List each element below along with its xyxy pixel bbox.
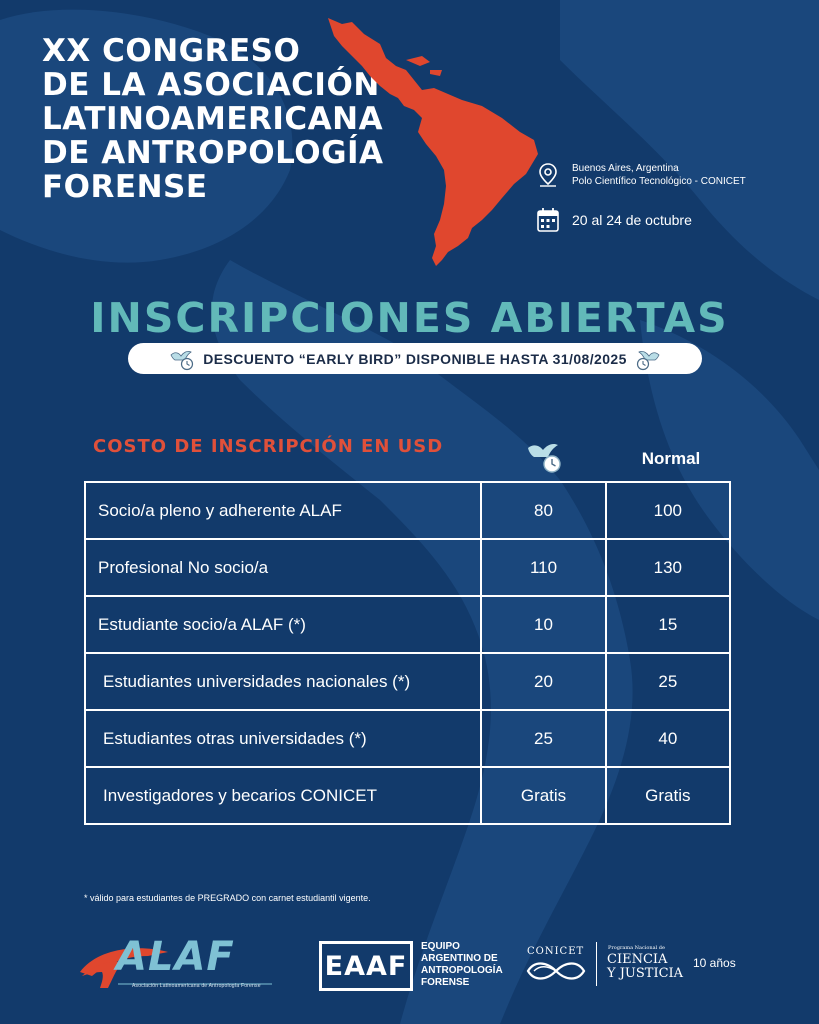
eaaf-full-name [421,941,503,989]
fees-table [84,481,731,825]
fee-early-bird: 25 [481,710,605,767]
fee-early-bird: 10 [481,596,605,653]
fee-early-bird: Gratis [481,767,605,824]
title-line-1: XX CONGRESO [42,33,301,69]
program-line-2: Y JUSTICIA [607,966,684,981]
anniversary-label: 10 años [693,956,736,970]
table-row [85,482,730,539]
program-line-1: CIENCIA [607,952,668,967]
program-label: Programa Nacional de [608,945,665,951]
location-venue: Polo Científico Tecnológico - CONICET [572,176,746,187]
eaaf-logo [319,941,413,991]
alaf-full-name: Asociación Latinoamericana de Antropología Forense [132,983,261,989]
table-row [85,767,730,824]
location-info [536,162,746,188]
logo-divider [596,942,597,986]
fee-normal: 100 [606,482,730,539]
student-footnote: * válido para estudiantes de PREGRADO con carnet estudiantil vigente. [84,893,371,903]
fee-category: Socio/a pleno y adherente ALAF [85,482,481,539]
fee-category: Estudiante socio/a ALAF (*) [85,596,481,653]
date-info [536,207,692,233]
fee-normal: 15 [606,596,730,653]
fee-normal: 25 [606,653,730,710]
early-bird-banner [128,343,702,374]
title-line-3: LATINOAMERICANA [42,101,384,137]
latin-america-map [322,14,544,266]
normal-column-header: Normal [641,449,701,468]
location-city: Buenos Aires, Argentina [572,163,679,174]
alaf-logo: ALAF [116,934,235,980]
fee-early-bird: 80 [481,482,605,539]
title-line-5: FORENSE [42,169,208,205]
fee-category: Estudiantes otras universidades (*) [85,710,481,767]
fee-category: Profesional No socio/a [85,539,481,596]
title-line-2: DE LA ASOCIACIÓN [42,67,380,103]
early-bird-clock-icon [635,347,661,371]
table-row [85,653,730,710]
fee-category: Investigadores y becarios CONICET [85,767,481,824]
fee-early-bird: 20 [481,653,605,710]
table-row [85,596,730,653]
fee-normal: 40 [606,710,730,767]
ciencia-justicia-logo [607,953,683,981]
event-dates: 20 al 24 de octubre [572,212,692,228]
eaaf-line-4: FORENSE [421,977,470,988]
eaaf-line-1: EQUIPO [421,941,460,952]
early-bird-text: DESCUENTO “EARLY BIRD” DISPONIBLE HASTA 31/08/2025 [203,350,627,367]
location-pin-icon [536,162,560,188]
registration-headline: INSCRIPCIONES ABIERTAS [90,294,729,342]
table-row [85,710,730,767]
fee-category: Estudiantes universidades nacionales (*) [85,653,481,710]
conicet-symbol-icon [524,958,588,984]
eaaf-logo-text: EAAF [324,950,408,982]
early-bird-clock-icon [169,347,195,371]
eaaf-line-3: ANTROPOLOGÍA [421,965,503,976]
early-bird-clock-icon [526,440,564,476]
conicet-logo: CONICET [527,946,585,957]
calendar-icon [536,207,560,233]
eaaf-line-2: ARGENTINO DE [421,953,498,964]
cost-heading: COSTO DE INSCRIPCIÓN EN USD [93,436,444,457]
table-row [85,539,730,596]
fee-normal: 130 [606,539,730,596]
title-line-4: DE ANTROPOLOGÍA [42,135,384,171]
fee-early-bird: 110 [481,539,605,596]
fee-normal: Gratis [606,767,730,824]
